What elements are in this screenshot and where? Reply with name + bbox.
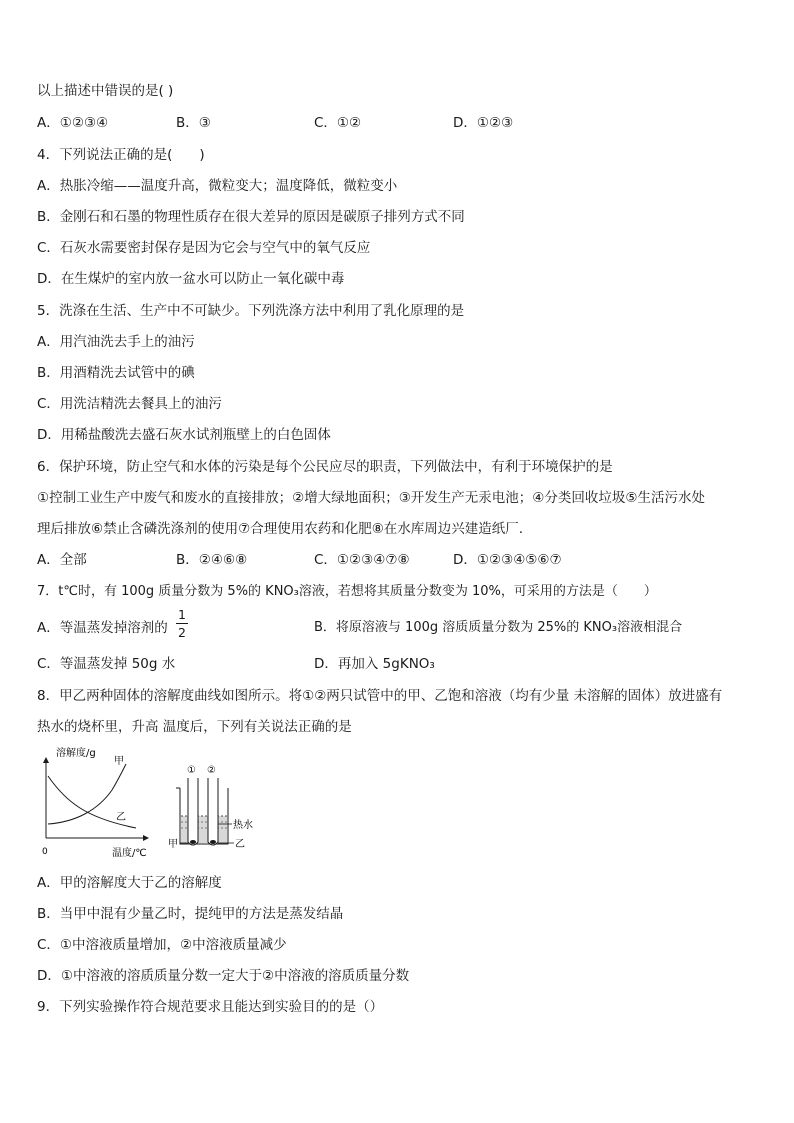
q4-option-a: A．热胀冷缩——温度升高，微粒变大；温度降低，微粒变小 xyxy=(37,178,398,194)
q4-option-b: B．金刚石和石墨的物理性质存在很大差异的原因是碳原子排列方式不同 xyxy=(37,209,465,225)
q3-option-c: C．①② xyxy=(314,115,362,131)
q6-measures-line1: ①控制工业生产中废气和废水的直接排放；②增大绿地面积；③开发生产无汞电池；④分类回收垃圾⑤生活污水处 xyxy=(37,490,706,506)
q8-option-d: D．①中溶液的溶质质量分数一定大于②中溶液的溶质质量分数 xyxy=(37,968,410,984)
test-tube-1 xyxy=(188,778,198,845)
q7-option-d: D．再加入 5gKNO₃ xyxy=(314,656,435,672)
hot-water-label: 热水 xyxy=(233,820,253,831)
q4-stem: 4．下列说法正确的是( ) xyxy=(37,147,205,163)
jia-label: 甲 xyxy=(168,839,178,850)
x-axis-label: 温度/℃ xyxy=(112,848,147,859)
q5-option-b: B．用酒精洗去试管中的碘 xyxy=(37,365,195,381)
tube-1-solid xyxy=(190,840,196,844)
curve-yi-label: 乙 xyxy=(116,812,126,823)
curve-jia xyxy=(48,764,126,824)
q4-option-c: C．石灰水需要密封保存是因为它会与空气中的氧气反应 xyxy=(37,240,371,256)
q3-option-d: D．①②③ xyxy=(453,115,514,131)
q6-measures-line2: 理后排放⑥禁止含磷洗涤剂的使用⑦合理使用农药和化肥⑧在水库周边兴建造纸厂. xyxy=(37,521,524,537)
q5-option-d: D．用稀盐酸洗去盛石灰水试剂瓶壁上的白色固体 xyxy=(37,427,331,443)
q6-option-a: A．全部 xyxy=(37,552,87,568)
q7-option-b: B．将原溶液与 100g 溶质质量分数为 25%的 KNO₃溶液相混合 xyxy=(314,620,683,635)
curve-jia-label: 甲 xyxy=(114,756,124,767)
q6-option-b: B．②④⑥⑧ xyxy=(176,552,248,568)
q9-stem: 9．下列实验操作符合规范要求且能达到实验目的的是（） xyxy=(37,999,384,1015)
q5-stem: 5．洗涤在生活、生产中不可缺少。下列洗涤方法中利用了乳化原理的是 xyxy=(37,303,465,319)
origin-label: 0 xyxy=(42,847,48,857)
q7-option-c: C．等温蒸发掉 50g 水 xyxy=(37,656,176,672)
q8-option-c: C．①中溶液质量增加，②中溶液质量减少 xyxy=(37,937,287,953)
q8-stem-line2: 热水的烧杯里，升高 温度后，下列有关说法正确的是 xyxy=(37,719,352,735)
q6-option-d: D．①②③④⑤⑥⑦ xyxy=(453,552,562,568)
q3-option-b: B．③ xyxy=(176,115,211,131)
q6-option-c: C．①②③④⑦⑧ xyxy=(314,552,410,568)
solubility-curve-figure xyxy=(36,746,166,860)
question-intro: 以上描述中错误的是( ) xyxy=(37,83,174,99)
q8-stem-line1: 8．甲乙两种固体的溶解度曲线如图所示。将①②两只试管中的甲、乙饱和溶液（均有少量 未溶解的固体）放进盛有 xyxy=(37,688,723,704)
y-axis-label: 溶解度/g xyxy=(56,748,96,759)
q8-option-a: A．甲的溶解度大于乙的溶解度 xyxy=(37,875,222,891)
q7-option-a: A．等温蒸发掉溶剂的 xyxy=(37,620,168,636)
tube-2-solid xyxy=(210,840,216,844)
tube-2-label: ② xyxy=(207,765,216,776)
yi-label: 乙 xyxy=(235,839,245,850)
tube-1-label: ① xyxy=(187,765,196,776)
q5-option-a: A．用汽油洗去手上的油污 xyxy=(37,334,195,350)
fraction-bar xyxy=(176,623,188,624)
test-tube-2 xyxy=(208,778,218,845)
q7-fraction xyxy=(176,607,188,640)
fraction-denominator: 2 xyxy=(178,625,186,640)
q5-option-c: C．用洗洁精洗去餐具上的油污 xyxy=(37,396,222,412)
q4-option-d: D．在生煤炉的室内放一盆水可以防止一氧化碳中毒 xyxy=(37,271,345,287)
q8-option-b: B．当甲中混有少量乙时，提纯甲的方法是蒸发结晶 xyxy=(37,906,344,922)
q7-stem: 7．t℃时，有 100g 质量分数为 5%的 KNO₃溶液，若想将其质量分数变为 10%，可采用的方法是（ ） xyxy=(37,584,657,599)
beaker-test-tube-figure xyxy=(168,762,260,854)
q6-stem: 6．保护环境，防止空气和水体的污染是每个公民应尽的职责，下列做法中，有利于环境保护的是 xyxy=(37,459,613,475)
fraction-numerator: 1 xyxy=(178,607,186,622)
q3-option-a: A．①②③④ xyxy=(37,115,109,131)
